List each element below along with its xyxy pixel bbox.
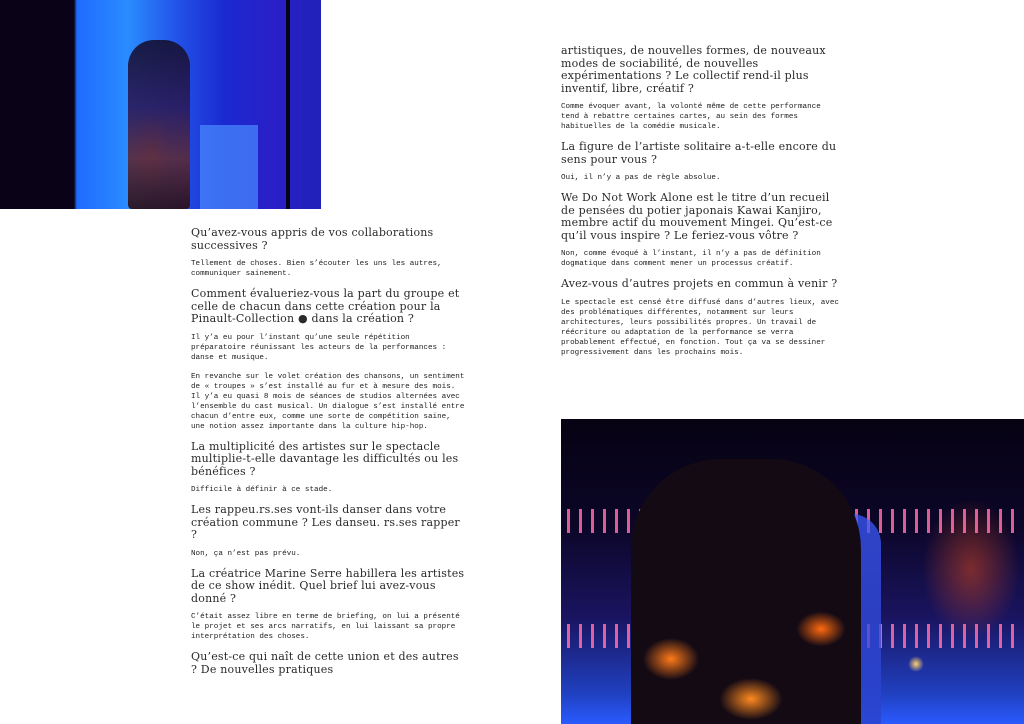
interview-question: La figure de l’artiste solitaire a-t-elle encore du sens pour vous ? xyxy=(561,140,837,166)
interview-answer: Le spectacle est censé être diffusé dans d’autres lieux, avec des problématiques différentes, notamment sur leurs architectures, leurs possibilités propres. Un travail de réécriture ou adaptation de la performance se verra probablement effectué, en fonction. Tout ça va se dessiner progressivement dans les prochains mois. xyxy=(561,298,839,357)
interview-answer: Difficile à définir à ce stade. xyxy=(191,486,333,494)
interview-answer: Il y’a eu pour l’instant qu’une seule répétition préparatoire réunissant les acteurs de la performances : danse et musique. xyxy=(191,333,447,362)
performance-photo-bottom xyxy=(561,419,1024,724)
interview-answer: Oui, il n’y a pas de règle absolue. xyxy=(561,174,721,182)
interview-answer: Non, ça n’est pas prévu. xyxy=(191,549,301,558)
interview-question: Qu’avez-vous appris de vos collaborations successives ? xyxy=(191,226,434,252)
interview-column-left xyxy=(191,227,466,683)
interview-column-right xyxy=(561,45,839,367)
interview-answer: Non, comme évoqué à l’instant, il n’y a pas de définition dogmatique dans comment mener un processus créatif. xyxy=(561,250,821,268)
interview-question: artistiques, de nouvelles formes, de nouveaux modes de sociabilité, de nouvelles expérimentations ? Le collectif rend-il plus inventif, libre, créatif ? xyxy=(561,44,826,95)
photo-performer-silhouette xyxy=(631,459,861,724)
interview-question: Avez-vous d’autres projets en commun à venir ? xyxy=(561,277,838,290)
interview-question: La créatrice Marine Serre habillera les artistes de ce show inédit. Quel brief lui avez-vous donné ? xyxy=(191,566,465,605)
photo-performer-silhouette xyxy=(128,40,190,209)
photo-stand-shape xyxy=(200,125,258,209)
interview-question: We Do Not Work Alone est le titre d’un recueil de pensées du potier japonais Kawai Kanjiro, membre actif du mouvement Mingei. Qu’est-ce qu’il vous inspire ? Le feriez-vous vôtre ? xyxy=(561,191,833,242)
interview-question: Qu’est-ce qui naît de cette union et des autres ? De nouvelles pratiques xyxy=(191,650,459,676)
interview-answer: Comme évoquer avant, la volonté même de cette performance tend à rebattre certaines cartes, au sein des formes habituelles de la comédie musicale. xyxy=(561,103,821,131)
interview-answer: C’était assez libre en terme de briefing, on lui a présenté le projet et ses arcs narratifs, en lui laissant sa propre interprétation des choses. xyxy=(191,613,460,641)
interview-question: Les rappeu.rs.ses vont-ils danser dans votre création commune ? Les danseu. rs.ses rapper ? xyxy=(191,503,460,541)
interview-answer: En revanche sur le volet création des chansons, un sentiment de « troupes » s’est installé au fur et à mesure des mois. Il y’a eu quasi 8 mois de séances de studios alternées avec l’ensemble du cast musical. Un dialogue s’est installé entre chacun d’entre eux, comme une sorte de compétition saine, une notion assez importante dans la culture hip-hop. xyxy=(191,372,465,431)
photo-pole-shape xyxy=(286,0,290,209)
interview-question: Comment évalueriez-vous la part du groupe et celle de chacun dans cette création pour la Pinault-Collection ● dans la création ? xyxy=(191,287,460,325)
interview-answer: Tellement de choses. Bien s’écouter les uns les autres, communiquer sainement. xyxy=(191,260,442,278)
interview-question: La multiplicité des artistes sur le spectacle multiplie-t-elle davantage les difficultés ou les bénéfices ? xyxy=(191,439,459,478)
performance-photo-top xyxy=(0,0,321,209)
